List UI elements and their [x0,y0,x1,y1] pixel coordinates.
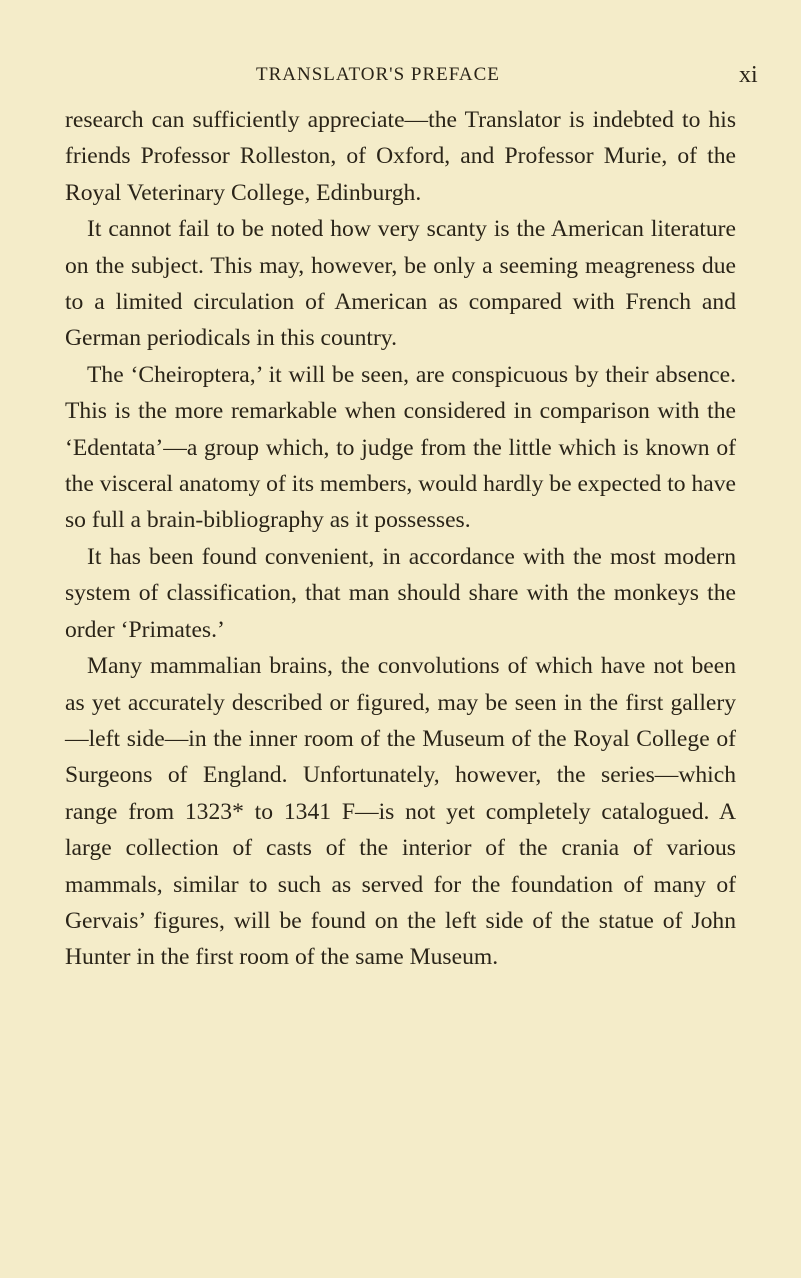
page-number: xi [739,62,758,88]
paragraph: It cannot fail to be noted how very scanty is the American literature on the subject. This may, however, be only a seeming meagreness due to a limited circulation of American as compared with French and German periodicals in this country. [65,216,736,352]
paragraph: Many mammalian brains, the convolutions of which have not been as yet accurately described or figured, may be seen in the first gallery—left side—in the inner room of the Museum of the Royal College of Surgeons of England. Unfortunately, however, the series—which range from 1323* to 1341 F—is not yet completely catalogued. A large collection of casts of the interior of the crania of various mammals, similar to such as served for the foundation of many of Gervais’ figures, will be found on the left side of the statue of John Hunter in the first room of the same Museum. [65,653,736,971]
paragraph: It has been found convenient, in accordance with the most modern system of classification, that man should share with the monkeys the order ‘Primates.’ [65,543,736,643]
paragraph: research can sufficiently appreciate—the Translator is indebted to his friends Professor Rolleston, of Oxford, and Professor Murie, of the Royal Veterinary College, Edinburgh. [65,107,736,206]
paragraph: The ‘Cheiroptera,’ it will be seen, are conspicuous by their absence. This is the more remarkable when considered in comparison with the ‘Edentata’—a group which, to judge from the little which is known of the visceral anatomy of its members, would hardly be expected to have so full a brain-bibliography as it possesses. [65,361,736,534]
running-head: TRANSLATOR'S PREFACE [256,64,500,85]
body-text [65,102,736,976]
